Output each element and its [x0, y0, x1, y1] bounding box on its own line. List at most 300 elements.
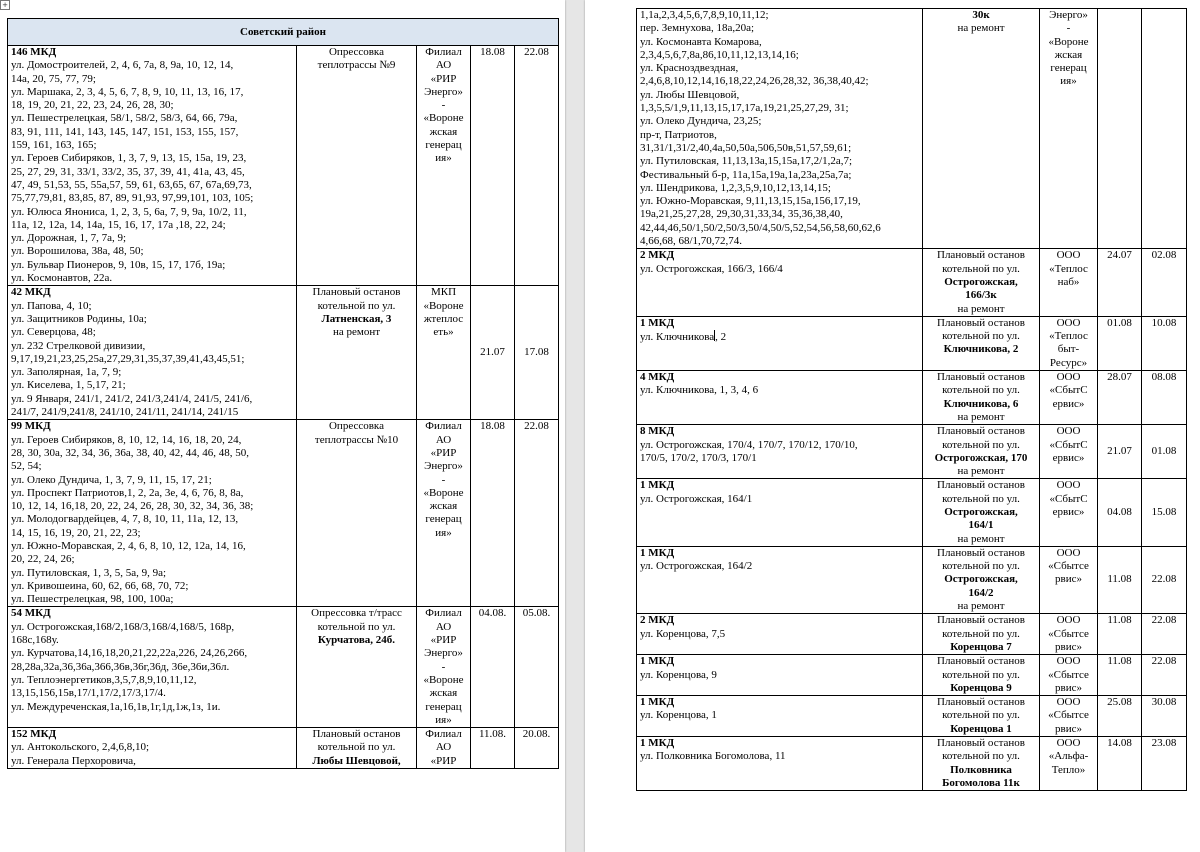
reason-line: теплотрассы №9	[317, 59, 396, 72]
document-page-right	[585, 0, 1200, 852]
address-line: 1,3,5,5/1,9,11,13,15,17,17а,19,21,25,27,29, 31;	[640, 102, 849, 115]
organization-line: ия»	[435, 713, 452, 726]
organization-line: -	[441, 473, 446, 486]
address-line: 52, 54;	[11, 460, 42, 473]
organization-line: ия»	[1060, 75, 1077, 88]
organization-line: «Сбытсе	[1048, 668, 1089, 681]
address-cell	[8, 46, 297, 286]
organization-line: генерац	[1050, 62, 1087, 75]
address-line: ул. Олеко Дундича, 23,25;	[640, 115, 762, 128]
reason-line: на ремонт	[957, 465, 1005, 478]
organization-line: наб»	[1057, 275, 1080, 288]
address-line: 20, 22, 24, 26;	[11, 553, 75, 566]
organization-cell	[1040, 249, 1098, 316]
address-line: 14, 15, 16, 19, 20, 21, 22, 23;	[11, 526, 141, 539]
table-row	[637, 425, 1187, 479]
reason-line: Любы Шевцовой,	[312, 754, 401, 767]
building-count: 54 МКД	[11, 607, 51, 620]
address-line: ул. Молодогвардейцев, 4, 7, 8, 10, 11, 11а, 12, 13,	[11, 513, 239, 526]
reason-line: на ремонт	[957, 532, 1005, 545]
organization-line: ООО	[1056, 614, 1081, 627]
start-date: 21.07	[1098, 425, 1142, 479]
address-cell	[637, 425, 923, 479]
organization-line: «Альфа-	[1048, 750, 1089, 763]
reason-line: 164/2	[968, 586, 994, 599]
reason-line: Коренцова 7	[950, 640, 1012, 653]
organization-line: рвис»	[1055, 722, 1082, 735]
organization-cell	[1040, 425, 1098, 479]
address-cell	[637, 479, 923, 546]
address-line: ул. Дорожная, 1, 7, 7а, 9;	[11, 232, 127, 245]
address-line: 25, 27, 29, 31, 33/1, 33/2, 35, 37, 39, 41, 41а, 43, 45,	[11, 165, 245, 178]
address-line: 31,31/1,31/2,40,4а,50,50а,506,50в,51,57,59,61;	[640, 141, 852, 154]
organization-cell	[1040, 479, 1098, 546]
reason-line: котельной по ул.	[942, 709, 1020, 722]
organization-line: «СбытС	[1049, 492, 1088, 505]
building-count: 99 МКД	[11, 420, 51, 433]
organization-line: ООО	[1056, 696, 1081, 709]
reason-line: Острогожская,	[944, 573, 1018, 586]
end-date: 15.08	[1142, 479, 1187, 546]
organization-line: «РИР	[430, 634, 457, 647]
address-line: ул. Кривошеина, 60, 62, 66, 68, 70, 72;	[11, 579, 189, 592]
table-row	[637, 316, 1187, 370]
address-line: ул. Пешестрелецкая, 98, 100, 100а;	[11, 593, 174, 606]
address-line: ул. 9 Января, 241/1, 241/2, 241/3,241/4, 241/5, 241/6,	[11, 392, 253, 405]
organization-line: «Вороне	[423, 299, 464, 312]
address-line: ул. Южно-Моравская, 2, 4, 6, 8, 10, 12, 12а, 14, 16,	[11, 539, 246, 552]
reason-cell	[923, 655, 1040, 696]
address-line: Фестивальный б-р, 11а,15а,19а,1а,23а,25а,7а;	[640, 168, 852, 181]
reason-line: Плановый останов	[937, 249, 1025, 262]
address-line: ул. Теплоэнергетиков,3,5,7,8,9,10,11,12,	[11, 673, 197, 686]
organization-line: «Сбытсе	[1048, 627, 1089, 640]
organization-line: Филиал	[425, 46, 462, 58]
address-cell	[8, 607, 297, 728]
organization-line: Энерго»	[424, 647, 463, 660]
reason-line: Острогожская,	[944, 505, 1018, 518]
table-row	[637, 614, 1187, 655]
reason-line: Плановый останов	[937, 696, 1025, 709]
reason-cell	[297, 420, 417, 607]
reason-line: Полковника	[950, 763, 1012, 776]
reason-line: 30к	[972, 9, 990, 21]
end-date: 10.08	[1142, 316, 1187, 370]
end-date: 05.08.	[515, 607, 559, 728]
outage-table-left	[7, 18, 559, 769]
end-date: 08.08	[1142, 371, 1187, 425]
reason-line: Опрессовка	[328, 420, 384, 433]
organization-line: «РИР	[430, 72, 457, 85]
organization-line: АО	[435, 620, 452, 633]
address-line: 2,4,6,8,10,12,14,16,18,22,24,26,28,32, 36,38,40,42;	[640, 75, 869, 88]
address-line: ул. Красноздвездная,	[640, 62, 739, 75]
address-line: ул. Заполярная, 1а, 7, 9;	[11, 366, 122, 379]
end-date: 20.08.	[515, 728, 559, 769]
organization-cell	[1040, 371, 1098, 425]
organization-line: АО	[435, 59, 452, 72]
address-line: ул. Курчатова,14,16,18,20,21,22,22а,226, 24,26,266,	[11, 647, 248, 660]
end-date: 23.08	[1142, 737, 1187, 791]
organization-line: ООО	[1056, 425, 1081, 438]
table-row	[637, 655, 1187, 696]
reason-line: Плановый останов	[937, 479, 1025, 492]
organization-line: жская	[1054, 48, 1083, 61]
organization-line: Тепло»	[1051, 763, 1086, 776]
reason-line: Коренцова 9	[950, 681, 1012, 694]
building-count: 8 МКД	[640, 425, 675, 438]
address-line: ул. Шендрикова, 1,2,3,5,9,10,12,13,14,15;	[640, 181, 831, 194]
organization-cell	[1040, 316, 1098, 370]
organization-cell	[417, 420, 471, 607]
reason-line: котельной по ул.	[942, 438, 1020, 451]
organization-cell	[417, 728, 471, 769]
address-line: ул. Пешестрелецкая, 58/1, 58/2, 58/3, 64, 66, 79а,	[11, 112, 238, 125]
reason-line: на ремонт	[957, 302, 1005, 315]
address-line: 13,15,156,15в,17/1,17/2,17/3,17/4.	[11, 687, 166, 700]
address-line: ул. Путиловская, 1, 3, 5, 5а, 9, 9а;	[11, 566, 167, 579]
table-move-handle-icon[interactable]: +	[0, 0, 10, 10]
reason-cell	[923, 425, 1040, 479]
organization-line: Филиал	[425, 728, 462, 741]
end-date: 22.08	[515, 46, 559, 286]
reason-line: Курчатова, 24б.	[317, 634, 396, 647]
table-row	[8, 286, 559, 420]
reason-line: котельной по ул.	[942, 262, 1020, 275]
organization-line: «Теплос	[1049, 330, 1088, 343]
address-line: ул. Защитников Родины, 10а;	[11, 312, 147, 325]
reason-cell	[923, 614, 1040, 655]
address-cell	[637, 614, 923, 655]
address-line: 47, 49, 51,53, 55, 55а,57, 59, 61, 63,65, 67, 67а,69,73,	[11, 178, 252, 191]
table-row	[637, 9, 1187, 249]
table-row	[8, 46, 559, 286]
address-line: ул. Острогожская, 170/4, 170/7, 170/12, 170/10,	[640, 438, 858, 451]
start-date: 04.08	[1098, 479, 1142, 546]
building-count: 146 МКД	[11, 46, 57, 58]
organization-cell	[1040, 655, 1098, 696]
table-row	[8, 420, 559, 607]
address-line: ул. Путиловская, 11,13,13а,15,15а,17,2/1,2а,7;	[640, 155, 853, 168]
address-line: ул. Северцова, 48;	[11, 326, 96, 339]
address-line: ул. Любы Шевцовой,	[640, 88, 740, 101]
table-row	[637, 737, 1187, 791]
reason-line: Ключникова, 6	[943, 397, 1019, 410]
organization-line: ООО	[1056, 316, 1081, 329]
organization-line: «Вороне	[423, 673, 464, 686]
address-line: 170/5, 170/2, 170/3, 170/1	[640, 451, 757, 464]
organization-line: генерац	[425, 513, 462, 526]
start-date: 18.08	[471, 46, 515, 286]
address-line: ул. Генерала Перхоровича,	[11, 754, 136, 767]
start-date: 04.08.	[471, 607, 515, 728]
table-row	[637, 249, 1187, 316]
address-cell	[637, 737, 923, 791]
start-date: 21.07	[471, 286, 515, 420]
organization-line: Филиал	[425, 607, 462, 620]
organization-line: жская	[429, 125, 458, 138]
address-line: ул. Героев Сибиряков, 1, 3, 7, 9, 13, 15, 15а, 19, 23,	[11, 152, 247, 165]
organization-line: быт-	[1057, 343, 1080, 356]
address-line: ул. Космонавтов, 22а.	[11, 272, 113, 285]
reason-cell	[923, 371, 1040, 425]
reason-line: теплотрассы №10	[314, 433, 399, 446]
address-line: ул. Ключникова, 2	[640, 331, 727, 344]
organization-cell	[417, 607, 471, 728]
address-line: 28,28а,32а,36,36а,366,36в,36г,36д, 36е,36и,36л.	[11, 660, 230, 673]
organization-line: рвис»	[1055, 640, 1082, 653]
end-date: 22.08	[1142, 655, 1187, 696]
reason-line: на ремонт	[957, 22, 1005, 35]
reason-line: 166/3к	[965, 289, 997, 302]
address-line: ул. Южно-Моравская, 9,11,13,15,15а,156,17,19,	[640, 195, 861, 208]
organization-line: Энерго»	[424, 85, 463, 98]
address-cell	[637, 371, 923, 425]
address-line: ул. Острогожская, 166/3, 166/4	[640, 262, 783, 275]
organization-line: жтеплос	[423, 312, 464, 325]
address-line: ул. Ключникова, 1, 3, 4, 6	[640, 384, 759, 397]
start-date: 14.08	[1098, 737, 1142, 791]
address-cell	[637, 9, 923, 249]
building-count: 4 МКД	[640, 371, 675, 384]
building-count: 1 МКД	[640, 479, 675, 492]
organization-cell	[1040, 696, 1098, 737]
organization-line: -	[441, 660, 446, 673]
document-page-left	[0, 0, 565, 852]
organization-line: АО	[435, 433, 452, 446]
organization-line: «СбытС	[1049, 438, 1088, 451]
organization-line: Энерго»	[1049, 9, 1088, 21]
address-line: 168с,168у.	[11, 634, 59, 647]
end-date: 22.08	[1142, 546, 1187, 613]
reason-line: Плановый останов	[937, 546, 1025, 559]
organization-line: «Сбытсе	[1048, 560, 1089, 573]
address-line: 4,66,68, 68/1,70,72,74.	[640, 235, 743, 248]
reason-line: Коренцова 1	[950, 722, 1012, 735]
reason-line: котельной по ул.	[942, 492, 1020, 505]
organization-line: «РИР	[430, 754, 457, 767]
reason-cell	[297, 46, 417, 286]
end-date	[1142, 9, 1187, 249]
table-row	[637, 371, 1187, 425]
start-date: 11.08	[1098, 546, 1142, 613]
address-line: 1,1а,2,3,4,5,6,7,8,9,10,11,12;	[640, 9, 769, 21]
address-line: ул. Бульвар Пионеров, 9, 10в, 15, 17, 17б, 19а;	[11, 258, 226, 271]
organization-cell	[1040, 614, 1098, 655]
building-count: 2 МКД	[640, 249, 675, 262]
start-date: 18.08	[471, 420, 515, 607]
address-line: пер. Земнухова, 18а,20а;	[640, 22, 755, 35]
organization-line: ООО	[1056, 546, 1081, 559]
table-row	[637, 479, 1187, 546]
address-line: 2,3,4,5,6,7,8а,86,10,11,12,13,14,16;	[640, 48, 799, 61]
organization-cell	[1040, 546, 1098, 613]
address-line: ул. Маршака, 2, 3, 4, 5, 6, 7, 8, 9, 10, 11, 13, 16, 17,	[11, 85, 244, 98]
table-row	[8, 728, 559, 769]
address-line: 10, 12, 14, 16,18, 20, 22, 24, 26, 28, 30, 32, 34, 36, 38;	[11, 500, 254, 513]
address-line: ул. Олеко Дундича, 1, 3, 7, 9, 11, 15, 17, 21;	[11, 473, 212, 486]
building-count: 1 МКД	[640, 737, 675, 750]
address-line: ул. 232 Стрелковой дивизии,	[11, 339, 146, 352]
address-line: ул. Коренцова, 1	[640, 709, 717, 722]
organization-line: еть»	[433, 326, 454, 339]
reason-line: Плановый останов	[937, 425, 1025, 438]
start-date	[1098, 9, 1142, 249]
address-cell	[8, 420, 297, 607]
building-count: 1 МКД	[640, 316, 675, 329]
organization-line: генерац	[425, 139, 462, 152]
organization-line: -	[441, 99, 446, 112]
organization-line: ервис»	[1052, 397, 1085, 410]
reason-line: Плановый останов	[312, 286, 401, 299]
text-cursor	[714, 330, 715, 341]
district-header-row	[8, 19, 559, 46]
organization-line: Энерго»	[424, 460, 463, 473]
start-date: 24.07	[1098, 249, 1142, 316]
reason-line: Богомолова 11к	[942, 776, 1020, 789]
building-count: 42 МКД	[11, 286, 51, 299]
address-line: ул. Домостроителей, 2, 4, 6, 7а, 8, 9а, 10, 12, 14,	[11, 59, 234, 72]
organization-cell	[417, 286, 471, 420]
address-line: ул. Папова, 4, 10;	[11, 299, 92, 312]
organization-line: ООО	[1056, 655, 1081, 668]
reason-line: котельной по ул.	[942, 330, 1020, 343]
reason-cell	[297, 728, 417, 769]
address-line: 14а, 20, 75, 77, 79;	[11, 72, 96, 85]
organization-line: Филиал	[425, 420, 462, 433]
reason-cell	[923, 249, 1040, 316]
reason-line: котельной по ул.	[942, 750, 1020, 763]
reason-cell	[923, 9, 1040, 249]
reason-line: Ключникова, 2	[943, 343, 1019, 356]
organization-line: Ресурс»	[1049, 356, 1088, 369]
end-date: 22.08	[515, 420, 559, 607]
reason-line: 164/1	[968, 519, 994, 532]
address-cell	[8, 286, 297, 420]
reason-line: Плановый останов	[937, 737, 1025, 750]
reason-line: Опрессовка т/трасс	[311, 607, 402, 620]
address-line: 19а,21,25,27,28, 29,30,31,33,34, 35,36,38,40,	[640, 208, 843, 221]
end-date: 02.08	[1142, 249, 1187, 316]
address-line: ул. Космонавта Комарова,	[640, 35, 762, 48]
reason-line: Латненская, 3	[321, 312, 392, 325]
reason-line: на ремонт	[957, 410, 1005, 423]
reason-line: Плановый останов	[937, 371, 1025, 384]
organization-line: ООО	[1056, 737, 1081, 750]
building-count: 152 МКД	[11, 728, 57, 741]
organization-line: ООО	[1056, 371, 1081, 384]
address-line: ул. Острогожская,168/2,168/3,168/4,168/5, 168р,	[11, 620, 235, 633]
organization-line: рвис»	[1055, 681, 1082, 694]
reason-cell	[297, 607, 417, 728]
organization-line: «Вороне	[1048, 35, 1089, 48]
organization-line: ия»	[435, 152, 452, 165]
table-row	[637, 546, 1187, 613]
address-line: ул. Коренцова, 7,5	[640, 627, 726, 640]
address-line: 241/7, 241/9,241/8, 241/10, 241/11, 241/14, 241/15	[11, 406, 239, 419]
reason-line: Плановый останов	[937, 614, 1025, 627]
organization-line: «Теплос	[1049, 262, 1088, 275]
address-line: ул. Киселева, 1, 5,17, 21;	[11, 379, 126, 392]
organization-line: жская	[429, 687, 458, 700]
organization-line: -	[1066, 22, 1071, 35]
district-title: Советский район	[8, 19, 559, 46]
organization-line: генерац	[425, 700, 462, 713]
start-date: 11.08	[1098, 614, 1142, 655]
address-cell	[637, 546, 923, 613]
address-line: 42,44,46,50/1,50/2,50/3,50/4,50/5,52,54,56,58,60,62,6	[640, 221, 881, 234]
start-date: 25.08	[1098, 696, 1142, 737]
organization-line: «Вороне	[423, 112, 464, 125]
end-date: 17.08	[515, 286, 559, 420]
building-count: 1 МКД	[640, 546, 675, 559]
start-date: 28.07	[1098, 371, 1142, 425]
address-line: ул. Междуреченская,1а,16,1в,1г,1д,1ж,1з, 1и.	[11, 700, 221, 713]
address-cell	[8, 728, 297, 769]
reason-line: котельной по ул.	[942, 668, 1020, 681]
address-line: ул. Коренцова, 9	[640, 668, 717, 681]
reason-cell	[923, 696, 1040, 737]
address-line: ул. Антокольского, 2,4,6,8,10;	[11, 741, 150, 754]
start-date: 11.08	[1098, 655, 1142, 696]
start-date: 01.08	[1098, 316, 1142, 370]
address-line: ул. Полковника Богомолова, 11	[640, 750, 786, 763]
building-count: 1 МКД	[640, 655, 675, 668]
organization-line: рвис»	[1055, 573, 1082, 586]
organization-line: ервис»	[1052, 505, 1085, 518]
reason-cell	[923, 546, 1040, 613]
table-row	[8, 607, 559, 728]
reason-line: котельной по ул.	[317, 741, 396, 754]
reason-cell	[923, 737, 1040, 791]
reason-line: Опрессовка	[328, 46, 384, 58]
reason-line: котельной по ул.	[942, 627, 1020, 640]
address-line: 159, 161, 163, 165;	[11, 139, 97, 152]
address-line: 18, 19, 20, 21, 22, 23, 24, 26, 28, 30;	[11, 99, 174, 112]
address-line: 75,77,79,81, 83,85, 87, 89, 91,93, 97,99,101, 103, 105;	[11, 192, 254, 205]
organization-line: «Сбытсе	[1048, 709, 1089, 722]
reason-line: котельной по ул.	[942, 560, 1020, 573]
reason-line: Острогожская,	[944, 275, 1018, 288]
reason-cell	[297, 286, 417, 420]
organization-cell	[1040, 737, 1098, 791]
address-cell	[637, 316, 923, 370]
address-cell	[637, 696, 923, 737]
organization-line: «РИР	[430, 446, 457, 459]
address-cell	[637, 249, 923, 316]
end-date: 30.08	[1142, 696, 1187, 737]
reason-line: Плановый останов	[312, 728, 401, 741]
address-line: ул. Острогожская, 164/1	[640, 492, 753, 505]
address-line: ул. Ворошилова, 38а, 48, 50;	[11, 245, 144, 258]
building-count: 2 МКД	[640, 614, 675, 627]
end-date: 22.08	[1142, 614, 1187, 655]
reason-line: Плановый останов	[937, 655, 1025, 668]
building-count: 1 МКД	[640, 696, 675, 709]
organization-line: «СбытС	[1049, 384, 1088, 397]
end-date: 01.08	[1142, 425, 1187, 479]
reason-line: Плановый останов	[937, 316, 1025, 329]
address-line: пр-т, Патриотов,	[640, 128, 717, 141]
address-line: ул. Героев Сибиряков, 8, 10, 12, 14, 16, 18, 20, 24,	[11, 433, 242, 446]
organization-cell	[417, 46, 471, 286]
address-line: ул. Юлюса Янониса, 1, 2, 3, 5, 6а, 7, 9, 9а, 10/2, 11,	[11, 205, 247, 218]
organization-line: «Вороне	[423, 486, 464, 499]
reason-cell	[923, 479, 1040, 546]
organization-line: ервис»	[1052, 451, 1085, 464]
reason-line: Острогожская, 170	[934, 451, 1028, 464]
address-cell	[637, 655, 923, 696]
